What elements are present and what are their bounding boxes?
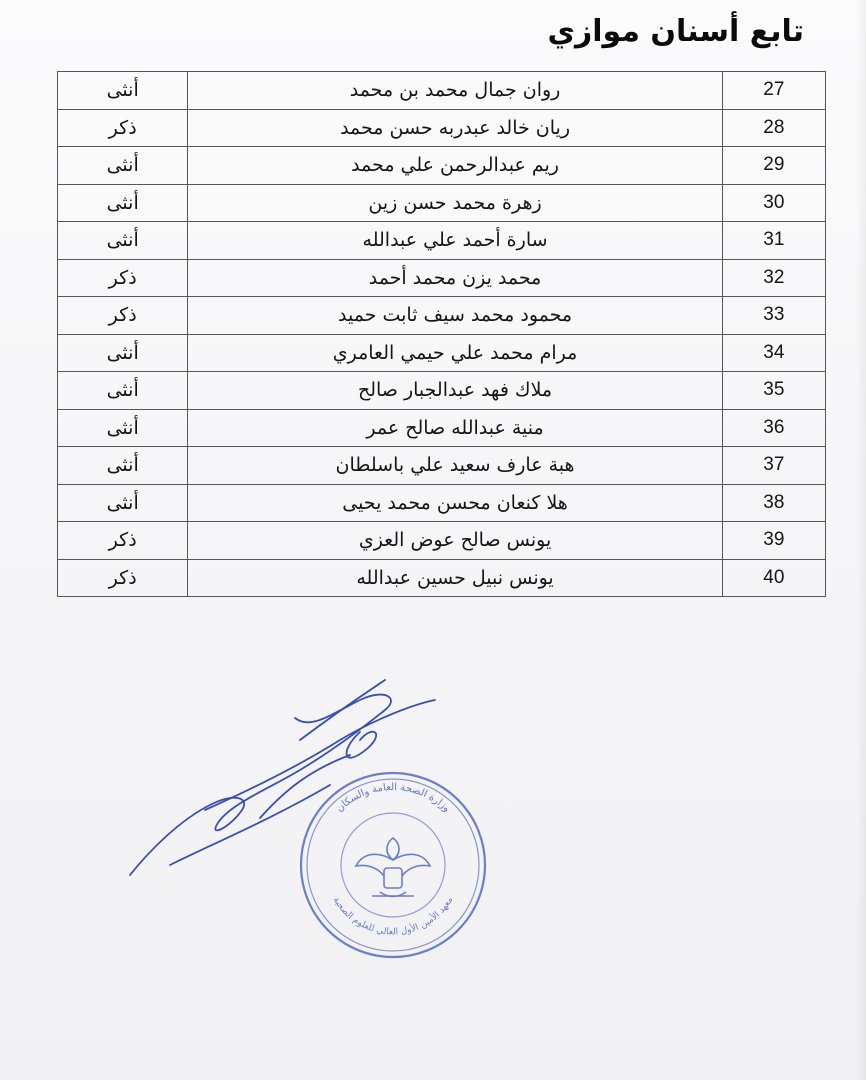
gender-cell: أنثى [58, 147, 188, 185]
student-name-cell: ريم عبدالرحمن علي محمد [188, 147, 722, 185]
row-number-cell: 28 [722, 109, 825, 147]
table-row [58, 184, 826, 222]
table-row [58, 297, 826, 335]
student-name-cell: سارة أحمد علي عبدالله [188, 222, 722, 260]
gender-cell: ذكر [58, 109, 188, 147]
row-number-cell: 31 [722, 222, 825, 260]
gender-cell: أنثى [58, 184, 188, 222]
table-row [58, 334, 826, 372]
svg-text:وزارة الصحة العامة والسكان: وزارة الصحة العامة والسكان [334, 781, 452, 815]
row-number-cell: 37 [722, 447, 825, 485]
student-name-cell: محمد يزن محمد أحمد [188, 259, 722, 297]
row-number-cell: 29 [722, 147, 825, 185]
student-name-cell: مرام محمد علي حيمي العامري [188, 334, 722, 372]
svg-text:معهد الأمين الأول العالي للعلو: معهد الأمين الأول العالي للعلوم الصحية [330, 895, 456, 938]
table-row [58, 522, 826, 560]
row-number-cell: 38 [722, 484, 825, 522]
table-row [58, 409, 826, 447]
row-number-cell: 35 [722, 372, 825, 410]
student-name-cell: منية عبدالله صالح عمر [188, 409, 722, 447]
gender-cell: أنثى [58, 72, 188, 110]
student-name-cell: يونس نبيل حسين عبدالله [188, 559, 722, 597]
row-number-cell: 39 [722, 522, 825, 560]
row-number-cell: 33 [722, 297, 825, 335]
gender-cell: أنثى [58, 372, 188, 410]
student-name-cell: يونس صالح عوض العزي [188, 522, 722, 560]
gender-cell: ذكر [58, 522, 188, 560]
eagle-emblem-icon [356, 838, 430, 897]
table-row [58, 222, 826, 260]
student-name-cell: روان جمال محمد بن محمد [188, 72, 722, 110]
student-name-cell: زهرة محمد حسن زين [188, 184, 722, 222]
student-name-cell: ريان خالد عبدربه حسن محمد [188, 109, 722, 147]
roster-body [58, 72, 826, 597]
gender-cell: ذكر [58, 559, 188, 597]
row-number-cell: 34 [722, 334, 825, 372]
table-row [58, 109, 826, 147]
gender-cell: ذكر [58, 297, 188, 335]
gender-cell: أنثى [58, 334, 188, 372]
table-row [58, 484, 826, 522]
table-row [58, 447, 826, 485]
table-row [58, 147, 826, 185]
table-row [58, 72, 826, 110]
row-number-cell: 36 [722, 409, 825, 447]
student-name-cell: هبة عارف سعيد علي باسلطان [188, 447, 722, 485]
student-name-cell: محمود محمد سيف ثابت حميد [188, 297, 722, 335]
official-stamp [296, 768, 490, 962]
row-number-cell: 40 [722, 559, 825, 597]
table-row [58, 259, 826, 297]
student-name-cell: ملاك فهد عبدالجبار صالح [188, 372, 722, 410]
gender-cell: أنثى [58, 447, 188, 485]
table-row [58, 559, 826, 597]
student-name-cell: هلا كنعان محسن محمد يحيى [188, 484, 722, 522]
gender-cell: أنثى [58, 222, 188, 260]
page-edge-shadow [856, 0, 866, 1080]
page-title: تابع أسنان موازي [547, 14, 804, 49]
row-number-cell: 32 [722, 259, 825, 297]
table-row [58, 372, 826, 410]
row-number-cell: 30 [722, 184, 825, 222]
gender-cell: أنثى [58, 484, 188, 522]
gender-cell: ذكر [58, 259, 188, 297]
row-number-cell: 27 [722, 72, 825, 110]
gender-cell: أنثى [58, 409, 188, 447]
student-roster-table [57, 71, 826, 597]
